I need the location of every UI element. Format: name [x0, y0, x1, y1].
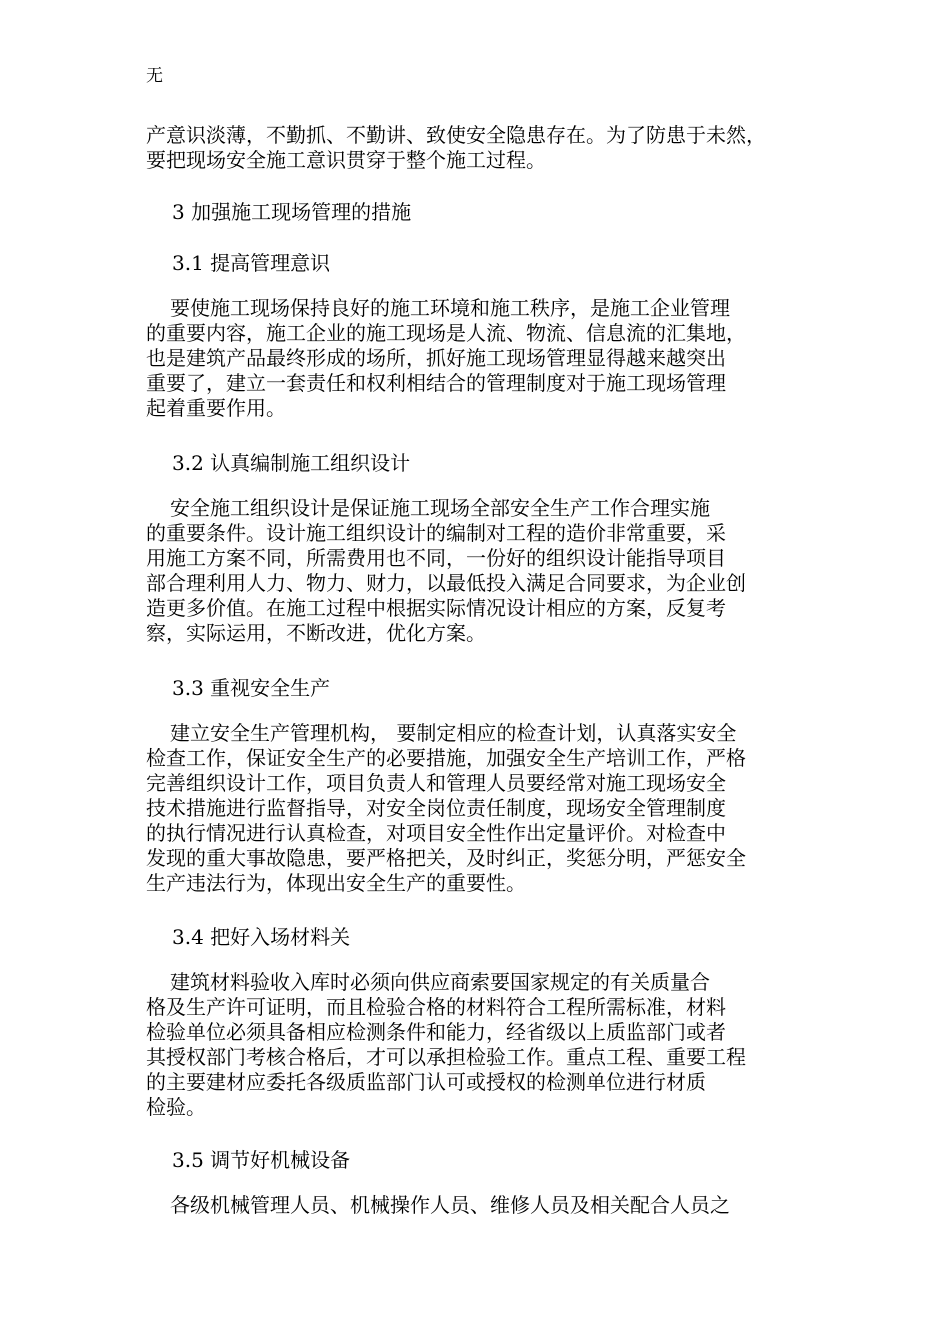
text-line: 建筑材料验收入库时必须向供应商索要国家规定的有关质量合	[170, 970, 710, 994]
text-line: 部合理利用人力、物力、财力，以最低投入满足合同要求，为企业创	[146, 571, 746, 595]
paragraph-3-1	[146, 296, 806, 421]
paragraph-intro	[146, 123, 806, 173]
paragraph-3-5	[146, 1193, 806, 1218]
paragraph-3-4	[146, 970, 806, 1120]
text-line: 用施工方案不同，所需费用也不同，一份好的组织设计能指导项目	[146, 546, 726, 570]
text-line: 要把现场安全施工意识贯穿于整个施工过程。	[146, 148, 546, 172]
text-line: 安全施工组织设计是保证施工现场全部安全生产工作合理实施	[170, 496, 710, 520]
text-line: 各级机械管理人员、机械操作人员、维修人员及相关配合人员之	[170, 1193, 730, 1217]
text-line: 也是建筑产品最终形成的场所，抓好施工现场管理显得越来越突出	[146, 346, 726, 370]
section-heading-3-2: 3.2 认真编制施工组织设计	[172, 451, 411, 475]
text-line: 检验单位必须具备相应检测条件和能力，经省级以上质监部门或者	[146, 1020, 726, 1044]
text-line: 起着重要作用。	[146, 396, 286, 420]
text-line: 生产违法行为，体现出安全生产的重要性。	[146, 871, 526, 895]
text-line: 发现的重大事故隐患，要严格把关，及时纠正，奖惩分明，严惩安全	[146, 846, 746, 870]
section-heading-3-1: 3.1 提高管理意识	[172, 251, 331, 275]
page-header: 无	[146, 66, 163, 86]
section-heading-3-5: 3.5 调节好机械设备	[172, 1148, 351, 1172]
text-line: 建立安全生产管理机构， 要制定相应的检查计划，认真落实安全	[170, 721, 737, 745]
text-line: 造更多价值。在施工过程中根据实际情况设计相应的方案，反复考	[146, 596, 726, 620]
text-line: 完善组织设计工作，项目负责人和管理人员要经常对施工现场安全	[146, 771, 726, 795]
text-line: 的重要条件。设计施工组织设计的编制对工程的造价非常重要，采	[146, 521, 726, 545]
section-heading-3: 3 加强施工现场管理的措施	[172, 200, 412, 224]
text-line: 检查工作，保证安全生产的必要措施，加强安全生产培训工作，严格	[146, 746, 746, 770]
text-line: 检验。	[146, 1095, 206, 1119]
section-heading-3-3: 3.3 重视安全生产	[172, 676, 331, 700]
text-line: 产意识淡薄，不勤抓、不勤讲、致使安全隐患存在。为了防患于未然，	[146, 123, 766, 147]
text-line: 重要了，建立一套责任和权利相结合的管理制度对于施工现场管理	[146, 371, 726, 395]
text-line: 要使施工现场保持良好的施工环境和施工秩序，是施工企业管理	[170, 296, 730, 320]
text-line: 技术措施进行监督指导，对安全岗位责任制度，现场安全管理制度	[146, 796, 726, 820]
text-line: 的重要内容，施工企业的施工现场是人流、物流、信息流的汇集地，	[146, 321, 746, 345]
paragraph-3-2	[146, 496, 806, 646]
text-line: 的执行情况进行认真检查，对项目安全性作出定量评价。对检查中	[146, 821, 726, 845]
text-line: 其授权部门考核合格后，才可以承担检验工作。重点工程、重要工程	[146, 1045, 746, 1069]
text-line: 格及生产许可证明，而且检验合格的材料符合工程所需标准，材料	[146, 995, 726, 1019]
section-heading-3-4: 3.4 把好入场材料关	[172, 925, 351, 949]
paragraph-3-3	[146, 721, 806, 896]
text-line: 的主要建材应委托各级质监部门认可或授权的检测单位进行材质	[146, 1070, 706, 1094]
text-line: 察，实际运用，不断改进，优化方案。	[146, 621, 486, 645]
